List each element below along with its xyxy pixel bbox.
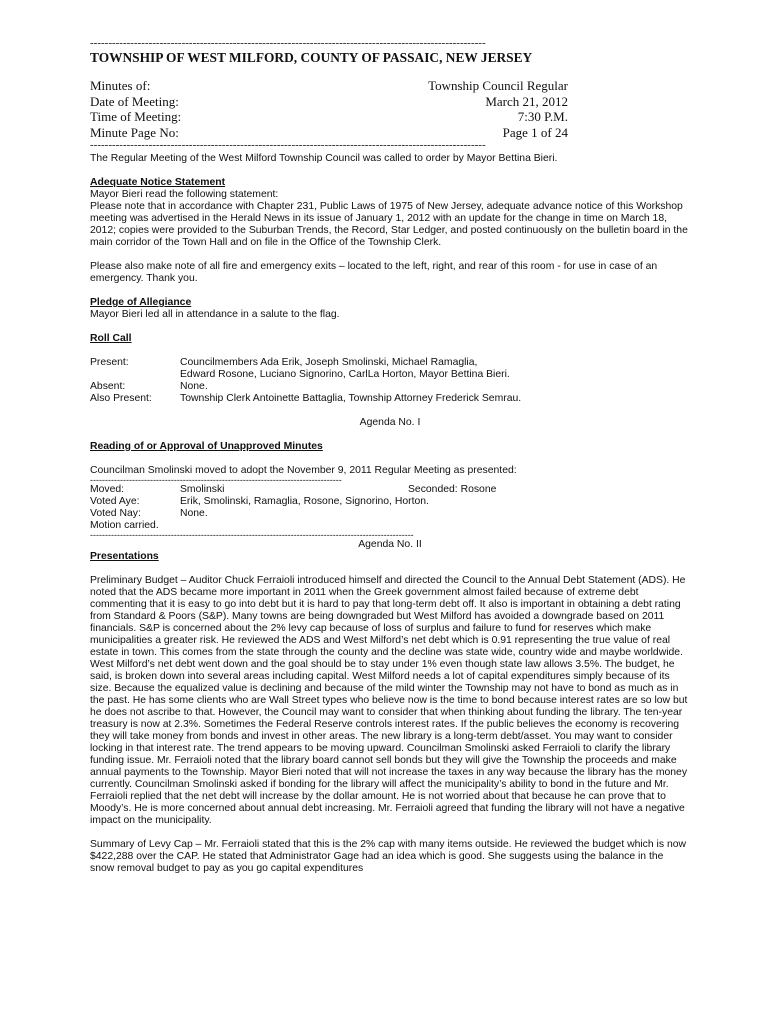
- meta-row-date: [90, 94, 568, 110]
- agenda-number-1: Agenda No. I: [359, 417, 421, 428]
- meta-value: March 21, 2012: [485, 93, 568, 109]
- meta-label: Date of Meeting:: [90, 93, 179, 109]
- adequate-notice-lead: Mayor Bieri read the following statement:: [90, 189, 279, 200]
- roll-call-absent: [90, 381, 690, 393]
- seconded-value: Seconded: Rosone: [408, 484, 497, 495]
- adequate-notice-body: Please note that in accordance with Chapter 231, Public Laws of 1975 of New Jersey, adequate advance notice of this Workshop meeting was advertised in the Herald News in its issue of January 1, 2012 with an update for the change in time on March 18, 2012; copies were provided to the Suburban Trends, the Record, Star Ledger, and posted continuously on the bulletin board in the main corridor of the Town Hall and on file in the Office of the Township Clerk.: [90, 201, 688, 248]
- absent-list: None.: [180, 381, 208, 392]
- aye-value: Erik, Smolinski, Ramaglia, Rosone, Signorino, Horton.: [180, 496, 429, 507]
- present-label: Present:: [90, 357, 129, 368]
- nay-value: None.: [180, 508, 208, 519]
- minutes-approval-heading: Reading of or Approval of Unapproved Minutes: [90, 441, 323, 452]
- motion-rule: ------------------------------------------------------------------------------------: [90, 477, 342, 484]
- roll-call-also-present: [90, 393, 690, 405]
- roll-call-present: [90, 357, 690, 369]
- meta-label: Minutes of:: [90, 78, 151, 93]
- moved-label: Moved:: [90, 484, 125, 495]
- meta-label: Minute Page No:: [90, 124, 179, 140]
- header-bottom-rule: ------------------------------------------------------------------------------------------------------------: [90, 140, 486, 151]
- meta-row-page: [90, 125, 568, 141]
- moved-value: Smolinski: [180, 484, 225, 495]
- motion-carried: Motion carried.: [90, 520, 159, 531]
- document-title: TOWNSHIP OF WEST MILFORD, COUNTY OF PASSAIC, NEW JERSEY: [90, 50, 533, 65]
- roll-call-heading: Roll Call: [90, 333, 132, 344]
- vote-nay: [90, 508, 690, 520]
- absent-label: Absent:: [90, 381, 126, 392]
- adequate-notice-heading: Adequate Notice Statement: [90, 177, 226, 188]
- pledge-body: Mayor Bieri led all in attendance in a salute to the flag.: [90, 309, 340, 320]
- meeting-meta: [90, 78, 690, 140]
- aye-label: Voted Aye:: [90, 496, 140, 507]
- meta-row-minutes-of: [90, 78, 568, 94]
- intro-paragraph: The Regular Meeting of the West Milford Township Council was called to order by Mayor Bettina Bieri.: [90, 153, 558, 164]
- also-present-label: Also Present:: [90, 393, 152, 404]
- preliminary-budget-paragraph: Preliminary Budget – Auditor Chuck Ferraioli introduced himself and directed the Council to the Annual Debt Statement (ADS). He noted that the ADS became more important in 2011 when the Greek government almost failed because of extreme debt commenting that it is easy to go into debt but it is hard to pay that long-term debt off. It also is important in obtaining a debt rating from Standard & Poors (S&P). Many towns are being downgraded but West Milford has avoided a downgrade based on 2011 financials. S&P is concerned about the 2% levy cap because of loss of surplus and failure to fund for reserves which make municipalities a greater risk. He reviewed the ADS and West Milford’s net debt which is 0.91 representing the true value of real estate in town. This comes from the state through the county and the decline was state wide, country wide and maybe worldwide. West Milford’s net debt went down and the goal should be to stay under 1% even though state law allows 3.5%. The budget, he said, is broken down into several areas including capital. West Milford needs a lot of capital expenditures simply because of its size. Because the equalized value is declining and because of the mild winter the Township may not have to bond as much as in the past. He has some clients who are Wall Street types who believe now is the time to bond because interest rates are so low but he does not ascribe to that. However, the Council may want to consider that when thinking about funding the library. The ten-year treasury is now at 2.3%. Sometimes the Federal Reserve controls interest rates. If the public believes the economy is recovering they will take money from bonds and invest in other areas. The new library is a long-term debt/asset. You may want to consider locking in that interest rate. The trend appears to be moving upward. Councilman Smolinski asked Ferraioli to clarify the library funding issue. Mr. Ferraioli noted that the library board cannot sell bonds but they will give the Township the proceeds and make annual payments to the Township. Mayor Bieri noted that will not increase the taxes in any way because the library has the money currently. Councilman Smolinski asked if bonding for the library will affect the municipality’s ability to bond in the future and Mr. Ferraioli replied that the net debt will increase by the dollar amount. He is not worried about that because he can prove that to Moody’s. He is more concerned about annual debt increasing. Mr. Ferraioli agreed that funding the library will not have a negative impact on the municipality.: [90, 575, 688, 826]
- agenda-number-2: Agenda No. II: [358, 539, 422, 550]
- roll-call-present-cont: [90, 369, 690, 381]
- meta-row-time: [90, 109, 568, 125]
- also-present-list: Township Clerk Antoinette Battaglia, Township Attorney Frederick Semrau.: [180, 393, 522, 404]
- meta-value: Page 1 of 24: [502, 124, 568, 140]
- pledge-heading: Pledge of Allegiance: [90, 297, 192, 308]
- levy-cap-paragraph: Summary of Levy Cap – Mr. Ferraioli stated that this is the 2% cap with many items outside. He reviewed the budget which is now $422,288 over the CAP. He stated that Administrator Gage had an idea which is good. She suggests using the balance in the snow removal budget to pay as you go capital expenditures: [90, 839, 686, 874]
- meta-value: Township Council Regular: [428, 78, 568, 93]
- present-list-2: Edward Rosone, Luciano Signorino, CarlLa Horton, Mayor Bettina Bieri.: [180, 369, 510, 380]
- present-list-1: Councilmembers Ada Erik, Joseph Smolinski, Michael Ramaglia,: [180, 357, 478, 368]
- vote-aye: [90, 496, 690, 508]
- minutes-page: [90, 38, 690, 875]
- vote-moved: [90, 484, 690, 496]
- emergency-exits-paragraph: Please also make note of all fire and emergency exits – located to the left, right, and rear of this room - for use in case of an emergency. Thank you.: [90, 261, 658, 284]
- nay-label: Voted Nay:: [90, 508, 141, 519]
- section-rule: ------------------------------------------------------------------------------------------------------------: [90, 532, 414, 539]
- header-top-rule: ------------------------------------------------------------------------------------------------------------: [90, 38, 486, 49]
- meta-label: Time of Meeting:: [90, 109, 182, 124]
- minutes-motion: Councilman Smolinski moved to adopt the November 9, 2011 Regular Meeting as presented:: [90, 465, 517, 476]
- meta-value: 7:30 P.M.: [517, 109, 568, 124]
- presentations-heading: Presentations: [90, 551, 159, 562]
